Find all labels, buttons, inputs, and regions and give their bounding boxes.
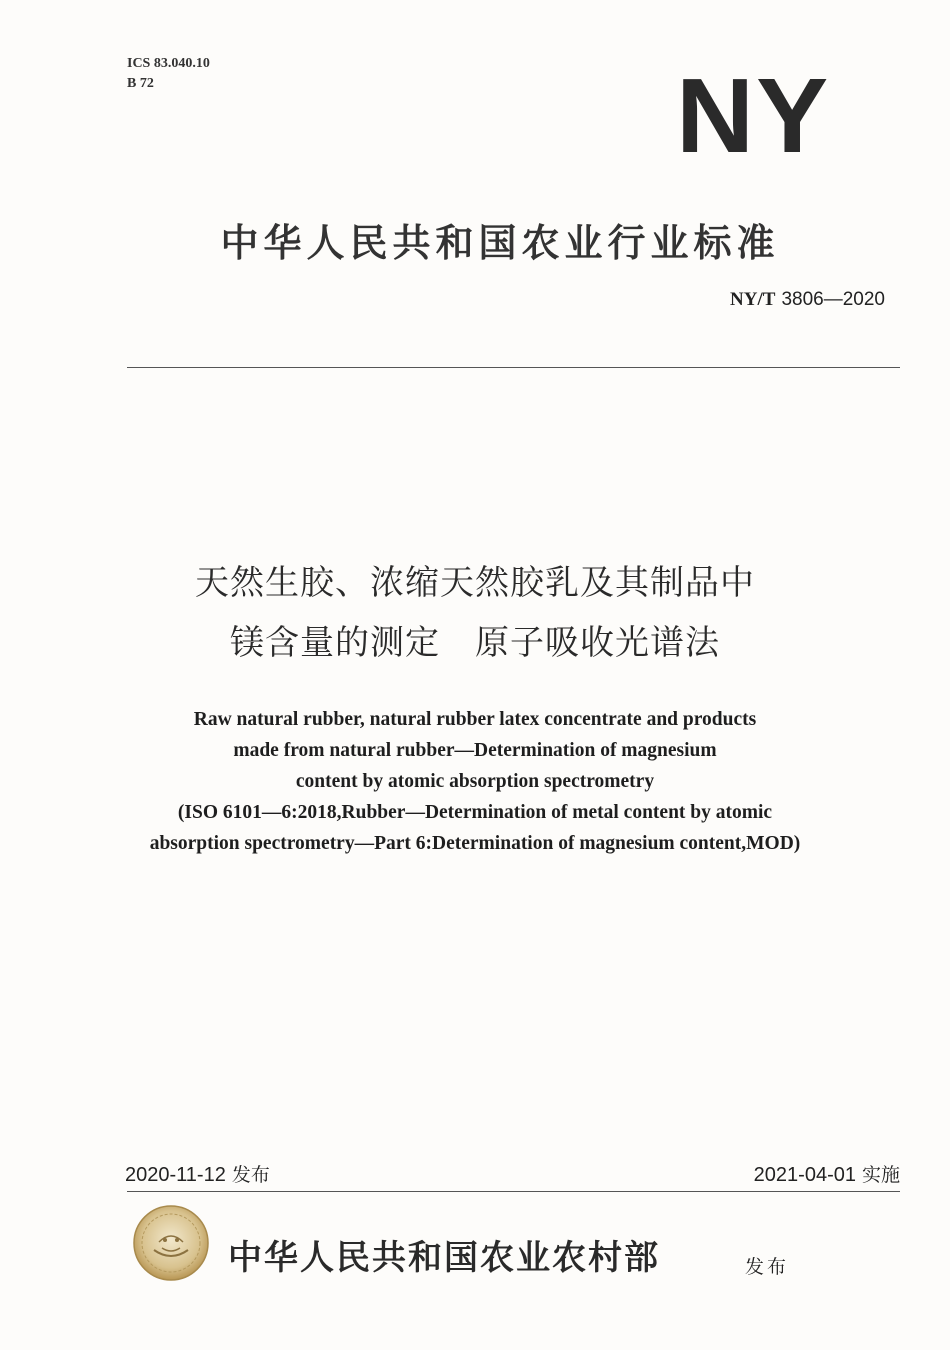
top-divider	[127, 367, 900, 368]
english-title-line: Raw natural rubber, natural rubber latex concentrate and products	[193, 709, 757, 730]
effective-label: 实施	[861, 1164, 900, 1186]
ccs-code: B 72	[127, 76, 154, 91]
english-title-line: (ISO 6101—6:2018,Rubber—Determination of metal content by atomic	[177, 802, 773, 823]
publish-label: 发布	[231, 1164, 270, 1186]
english-title-line: absorption spectrometry—Part 6:Determination of magnesium content,MOD)	[149, 833, 801, 854]
english-title-line: made from natural rubber—Determination of magnesium	[233, 740, 717, 761]
standard-prefix: NY/T	[730, 289, 776, 310]
ics-code: ICS 83.040.10	[127, 56, 210, 71]
publish-date-block	[125, 1160, 270, 1187]
classification-codes	[127, 54, 210, 94]
chinese-title-line-1: 天然生胶、浓缩天然胶乳及其制品中	[195, 563, 755, 603]
bottom-divider	[127, 1191, 900, 1192]
standard-title: 中华人民共和国农业行业标准	[220, 221, 780, 265]
effective-date-block	[754, 1160, 900, 1187]
english-title-line: content by atomic absorption spectrometry	[295, 771, 655, 792]
publish-date: 2020-11-12	[125, 1164, 226, 1186]
issue-label: 发布	[745, 1256, 790, 1278]
ministry-name: 中华人民共和国农业农村部	[228, 1238, 660, 1278]
effective-date: 2021-04-01	[753, 1164, 856, 1186]
ny-logo: NY	[676, 57, 831, 175]
chinese-title-line-2: 镁含量的测定 原子吸收光谱法	[230, 623, 720, 663]
standard-number-value: 3806—2020	[781, 289, 885, 310]
ministry-emblem-icon	[132, 1204, 210, 1282]
standard-number	[730, 288, 885, 311]
english-title	[60, 704, 890, 859]
